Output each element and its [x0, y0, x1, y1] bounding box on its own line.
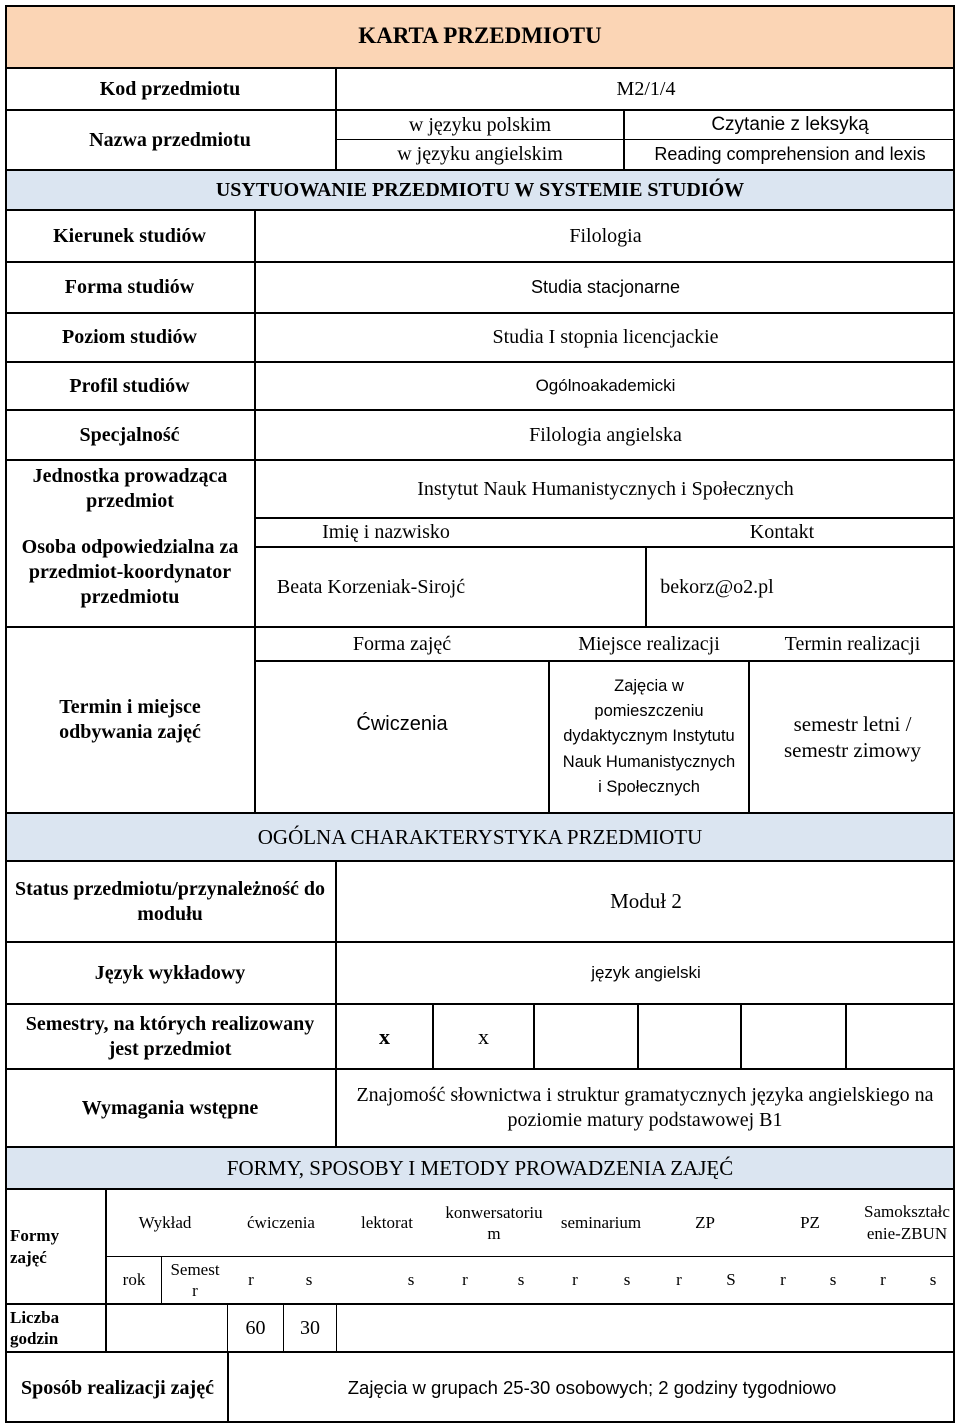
forma-seminarium: seminarium	[560, 1213, 642, 1233]
forma-wyklad: Wykład	[138, 1213, 192, 1233]
poziom-studiow-value: Studia I stopnia licencjackie	[492, 326, 719, 348]
rs-9: S	[726, 1270, 736, 1290]
kod-value: M2/1/4	[616, 77, 676, 100]
page-title: KARTA PRZEDMIOTU	[358, 22, 602, 48]
rs-5: s	[517, 1270, 525, 1290]
semestr-mark-2: x	[478, 1023, 489, 1049]
poziom-studiow-label: Poziom studiów	[62, 326, 197, 348]
liczba-cwiczenia: 60	[245, 1316, 266, 1339]
profil-studiow-label: Profil studiów	[69, 374, 190, 397]
jezyk-label: Język wykładowy	[94, 961, 246, 984]
wymagania-value: Znajomość słownictwa i struktur gramatycznych języka angielskiego na poziomie matury podstawowej B1	[356, 1084, 934, 1131]
rs-1: r	[248, 1270, 254, 1290]
rs-3: s	[407, 1270, 415, 1290]
semestr-mark-5	[742, 1005, 845, 1068]
jednostka-value: Instytut Nauk Humanistycznych i Społecznych	[417, 477, 794, 500]
rs-4: r	[462, 1270, 468, 1290]
semestry-label: Semestry, na których realizowany jest przedmiot	[25, 1012, 315, 1060]
nazwa-label: Nazwa przedmiotu	[89, 128, 251, 151]
osoba-name: Beata Korzeniak-Sirojć	[276, 575, 466, 598]
status-label: Status przedmiotu/przynależność do modułu	[15, 877, 325, 925]
osoba-name-header: Imię i nazwisko	[322, 521, 450, 543]
osoba-label: Osoba odpowiedzialna za przedmiot-koordynator przedmiotu	[21, 536, 239, 608]
wymagania-label: Wymagania wstępne	[81, 1096, 259, 1119]
forma-studiow-value: Studia stacjonarne	[530, 277, 681, 298]
rs-2: s	[305, 1270, 313, 1290]
termin-miejsce-header: Miejsce realizacji	[578, 632, 720, 655]
rs-8: r	[676, 1270, 682, 1290]
semestr-label: Semestr	[170, 1259, 220, 1300]
osoba-contact: bekorz@o2.pl	[660, 575, 774, 598]
termin-forma-header: Forma zajęć	[352, 632, 452, 655]
termin-label: Termin i miejsce odbywania zajęć	[59, 696, 201, 743]
rs-11: s	[829, 1270, 837, 1290]
sposob-label: Sposób realizacji zajęć	[21, 1376, 214, 1399]
specjalnosc-label: Specjalność	[79, 423, 180, 446]
termin-termin-header: Termin realizacji	[784, 632, 921, 655]
forma-pz: PZ	[800, 1213, 820, 1233]
forma-samoksztalcenie: Samokształcenie-ZBUN	[864, 1202, 950, 1243]
profil-studiow-value: Ogólnoakademicki	[535, 376, 676, 396]
semestr-mark-1: x	[379, 1023, 390, 1049]
forma-lektorat: lektorat	[361, 1213, 413, 1233]
liczba-lektorat: 30	[300, 1316, 320, 1339]
nazwa-pl-label: w języku polskim	[408, 113, 552, 136]
specjalnosc-value: Filologia angielska	[529, 423, 682, 446]
formy-label: Formy zajęć	[10, 1226, 60, 1267]
osoba-contact-header: Kontakt	[749, 521, 815, 543]
liczba-label: Liczba godzin	[10, 1307, 60, 1348]
section-usytuowanie-title: USYTUOWANIE PRZEDMIOTU W SYSTEMIE STUDIÓW	[215, 178, 745, 201]
termin-termin: semestr letni / semestr zimowy	[783, 711, 922, 762]
kod-label: Kod przedmiotu	[99, 77, 241, 100]
semestr-mark-3	[535, 1005, 637, 1068]
nazwa-en-value: Reading comprehension and lexis	[654, 144, 926, 165]
nazwa-en-label: w języku angielskim	[397, 143, 563, 165]
forma-zp: ZP	[695, 1213, 715, 1233]
termin-forma: Ćwiczenia	[356, 712, 448, 735]
rs-6: r	[572, 1270, 578, 1290]
status-value: Moduł 2	[610, 889, 682, 914]
section-formy-title: FORMY, SPOSOBY I METODY PROWADZENIA ZAJĘĆ	[226, 1155, 734, 1180]
forma-konwersatorium: konwersatorium	[445, 1202, 543, 1243]
jednostka-label: Jednostka prowadząca przedmiot	[32, 465, 228, 512]
jezyk-value: język angielski	[591, 963, 701, 983]
nazwa-pl-value: Czytanie z leksyką	[711, 114, 869, 136]
termin-miejsce: Zajęcia w pomieszczeniu dydaktycznym Instytutu Nauk Humanistycznych i Społecznych	[562, 677, 736, 796]
rok-label: rok	[122, 1270, 146, 1290]
forma-cwiczenia: ćwiczenia	[247, 1213, 315, 1233]
semestr-mark-6	[847, 1005, 955, 1068]
kierunek-label: Kierunek studiów	[53, 224, 206, 247]
rs-13: s	[929, 1270, 937, 1290]
semestr-mark-4	[639, 1005, 740, 1068]
rs-10: r	[780, 1270, 786, 1290]
forma-studiow-label: Forma studiów	[64, 276, 195, 298]
section-ogolna-title: OGÓLNA CHARAKTERYSTYKA PRZEDMIOTU	[257, 824, 703, 849]
rs-12: r	[880, 1270, 886, 1290]
sposob-value: Zajęcia w grupach 25-30 osobowych; 2 godziny tygodniowo	[347, 1377, 837, 1399]
rs-7: s	[623, 1270, 631, 1290]
kierunek-value: Filologia	[569, 224, 642, 247]
